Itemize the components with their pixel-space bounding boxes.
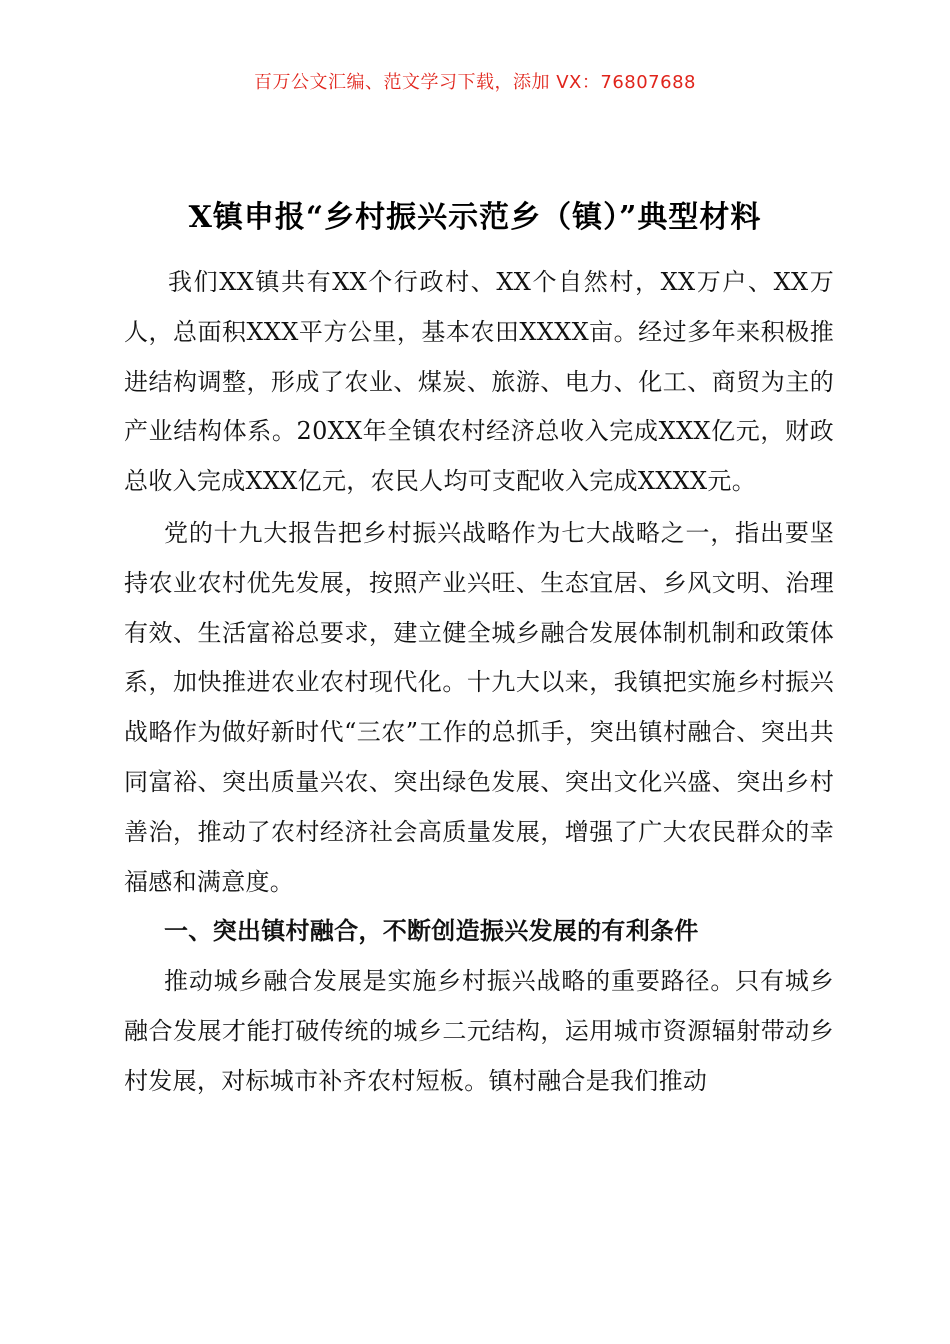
document-body bbox=[124, 258, 834, 1107]
document-title: X镇申报“乡村振兴示范乡（镇）”典型材料 bbox=[188, 200, 762, 235]
paragraph-background: 党的十九大报告把乡村振兴战略作为七大战略之一，指出要坚持农业农村优先发展，按照产业兴旺、生态宜居、乡风文明、治理有效、生活富裕总要求，建立健全城乡融合发展体制机制和政策体系，加快推进农业农村现代化。十九大以来，我镇把实施乡村振兴战略作为做好新时代“三农”工作的总抓手，突出镇村融合、突出共同富裕、突出质量兴农、突出绿色发展、突出文化兴盛、突出乡村善治，推动了农村经济社会高质量发展，增强了广大农民群众的幸福感和满意度。 bbox=[124, 518, 834, 896]
paragraph-overview: 我们XX镇共有XX个行政村、XX个自然村，XX万户、XX万人，总面积XXX平方公里，基本农田XXXX亩。经过多年来积极推进结构调整，形成了农业、煤炭、旅游、电力、化工、商贸为主的产业结构体系。20XX年全镇农村经济总收入完成XXX亿元，财政总收入完成XXX亿元，农民人均可支配收入完成XXXX元。 bbox=[124, 268, 834, 496]
section-1-paragraph: 推动城乡融合发展是实施乡村振兴战略的重要路径。只有城乡融合发展才能打破传统的城乡二元结构，运用城市资源辐射带动乡村发展，对标城市补齐农村短板。镇村融合是我们推动 bbox=[124, 967, 834, 1095]
section-heading-1: 一、突出镇村融合，不断创造振兴发展的有利条件 bbox=[164, 917, 699, 946]
header-note: 百万公文汇编、范文学习下载，添加 VX：76807688 bbox=[254, 72, 696, 93]
